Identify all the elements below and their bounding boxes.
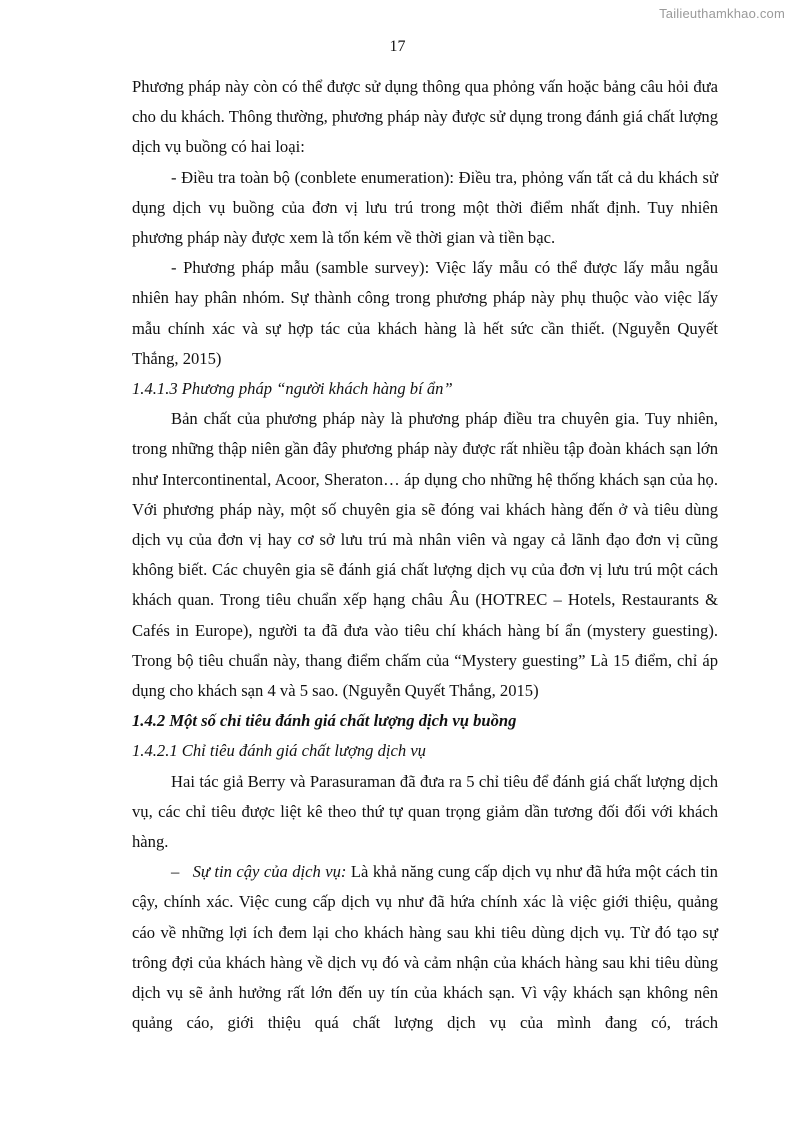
bullet-body: Là khả năng cung cấp dịch vụ như đã hứa một cách tin cậy, chính xác. Việc cung cấp dịch vụ như đã hứa chính xác là việc giới thiệu, quảng cáo về những lợi ích đem lại cho khách hàng sau khi tiêu dùng dịch vụ. Từ đó tạo sự trông đợi của khách hàng về dịch vụ đó và cảm nhận của khách hàng sau khi tiêu dùng dịch vụ sẽ ảnh hưởng rất lớn đến uy tín của khách sạn. Vì vậy khách sạn không nên quảng cáo, giới thiệu quá chất lượng dịch vụ của mình đang có, trách	[132, 862, 718, 1033]
bullet-term: Sự tin cậy của dịch vụ:	[192, 862, 347, 882]
document-body	[132, 72, 718, 1039]
section-heading: 1.4.1.3 Phương pháp “người khách hàng bí ẩn”	[132, 379, 453, 399]
subsection-heading: 1.4.2.1 Chỉ tiêu đánh giá chất lượng dịch vụ	[132, 741, 426, 761]
paragraph: - Phương pháp mẫu (samble survey): Việc lấy mẫu có thể được lấy mẫu ngẫu nhiên hay phân nhóm. Sự thành công trong phương pháp này phụ thuộc vào việc lấy mẫu chính xác và sự hợp tác của khách hàng là hết sức cần thiết. (Nguyễn Quyết Thắng, 2015)	[132, 258, 718, 368]
paragraph: - Điều tra toàn bộ (conblete enumeration): Điều tra, phỏng vấn tất cả du khách sử dụng dịch vụ buồng của đơn vị lưu trú trong một thời điểm nhất định. Tuy nhiên phương pháp này được xem là tốn kém về thời gian và tiền bạc.	[132, 167, 718, 248]
bullet-paragraph	[132, 857, 718, 1038]
paragraph: Bản chất của phương pháp này là phương pháp điều tra chuyên gia. Tuy nhiên, trong những thập niên gần đây phương pháp này được rất nhiều tập đoàn khách sạn lớn như Intercontinental, Acoor, Sheraton… áp dụng cho những hệ thống khách sạn của họ. Với phương pháp này, một số chuyên gia sẽ đóng vai khách hàng đến ở và tiêu dùng dịch vụ của đơn vị hay cơ sở lưu trú mà nhân viên và ngay cả lãnh đạo đơn vị cũng không biết. Các chuyên gia sẽ đánh giá chất lượng dịch vụ của đơn vị lưu trú một cách khách quan. Trong tiêu chuẩn xếp hạng châu Âu (HOTREC – Hotels, Restaurants & Cafés in Europe), người ta đã đưa vào tiêu chí khách hàng bí ẩn (mystery guesting). Trong bộ tiêu chuẩn này, thang điểm chấm của “Mystery guesting” Là 15 điểm, chỉ áp dụng cho khách sạn 4 và 5 sao. (Nguyễn Quyết Thắng, 2015)	[132, 409, 718, 701]
paragraph: Hai tác giả Berry và Parasuraman đã đưa ra 5 chỉ tiêu để đánh giá chất lượng dịch vụ, các chỉ tiêu được liệt kê theo thứ tự quan trọng giảm dần tương đối đối với khách hàng.	[132, 771, 718, 852]
section-heading: 1.4.2 Một số chỉ tiêu đánh giá chất lượng dịch vụ buồng	[132, 711, 517, 731]
watermark: Tailieuthamkhao.com	[659, 6, 785, 21]
paragraph: Phương pháp này còn có thể được sử dụng thông qua phỏng vấn hoặc bảng câu hỏi đưa cho du khách. Thông thường, phương pháp này được sử dụng trong đánh giá chất lượng dịch vụ buồng có hai loại:	[132, 77, 718, 157]
dash-bullet: –	[171, 862, 180, 882]
page-number: 17	[389, 38, 406, 55]
